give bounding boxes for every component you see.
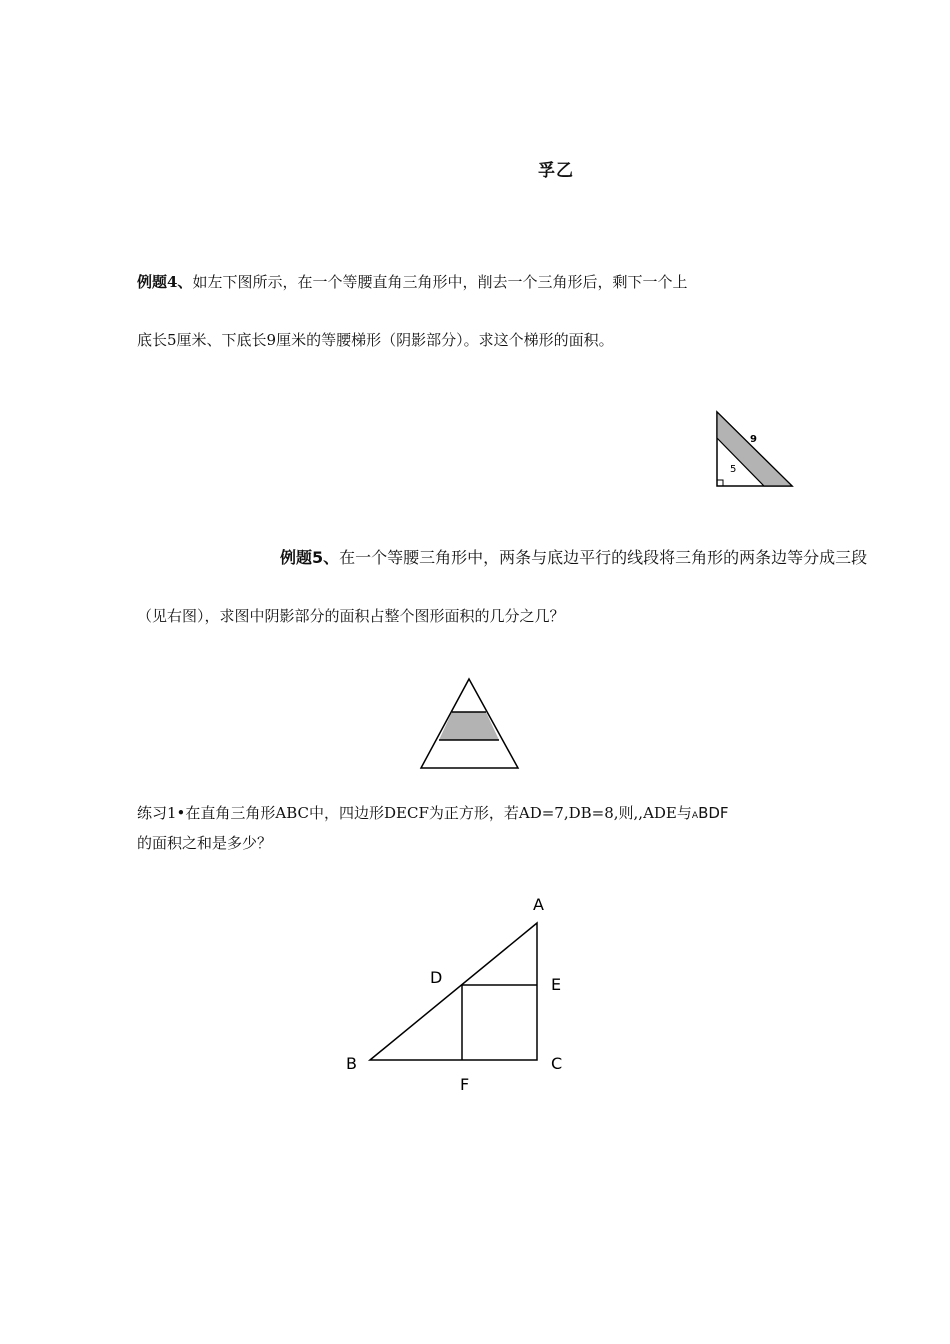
- practice1-small-a: A: [691, 811, 699, 821]
- label-9: 9: [750, 434, 757, 445]
- practice1-text1: 练习1•在直角三角形ABC中，四边形DECF为正方形，若AD=7,DB=8,则,,ADE与: [137, 804, 692, 822]
- practice1-figure: [330, 890, 580, 1100]
- example5-line2: （见右图），求图中阴影部分的面积占整个图形面积的几分之几？: [137, 607, 565, 625]
- label-a: A: [533, 895, 544, 914]
- example4-text1: 如左下图所示，在一个等腰直角三角形中，削去一个三角形后，剩下一个上: [192, 273, 688, 291]
- practice1-text2: BDF: [698, 804, 729, 822]
- example4-line1: [137, 272, 687, 292]
- example4-label: 例题4、: [137, 273, 193, 291]
- label-b: B: [346, 1054, 357, 1073]
- triangle-abc: [370, 923, 537, 1060]
- page-header: 孚乙: [538, 161, 574, 181]
- label-d: D: [430, 968, 443, 987]
- example4-line2: 底长5厘米、下底长9厘米的等腰梯形（阴影部分）。求这个梯形的面积。: [137, 331, 614, 349]
- label-c: C: [551, 1054, 563, 1073]
- example5-text1: 在一个等腰三角形中，两条与底边平行的线段将三角形的两条边等分成三段: [339, 548, 868, 567]
- example5-line1: [280, 545, 867, 568]
- practice1-line1: [137, 803, 729, 826]
- label-f: F: [460, 1075, 470, 1094]
- example5-label: 例题5、: [280, 548, 340, 567]
- label-e: E: [551, 975, 562, 994]
- example4-figure: [712, 408, 796, 490]
- example5-figure: [418, 676, 524, 772]
- label-5: 5: [730, 464, 737, 475]
- practice1-line2: 的面积之和是多少？: [137, 834, 273, 852]
